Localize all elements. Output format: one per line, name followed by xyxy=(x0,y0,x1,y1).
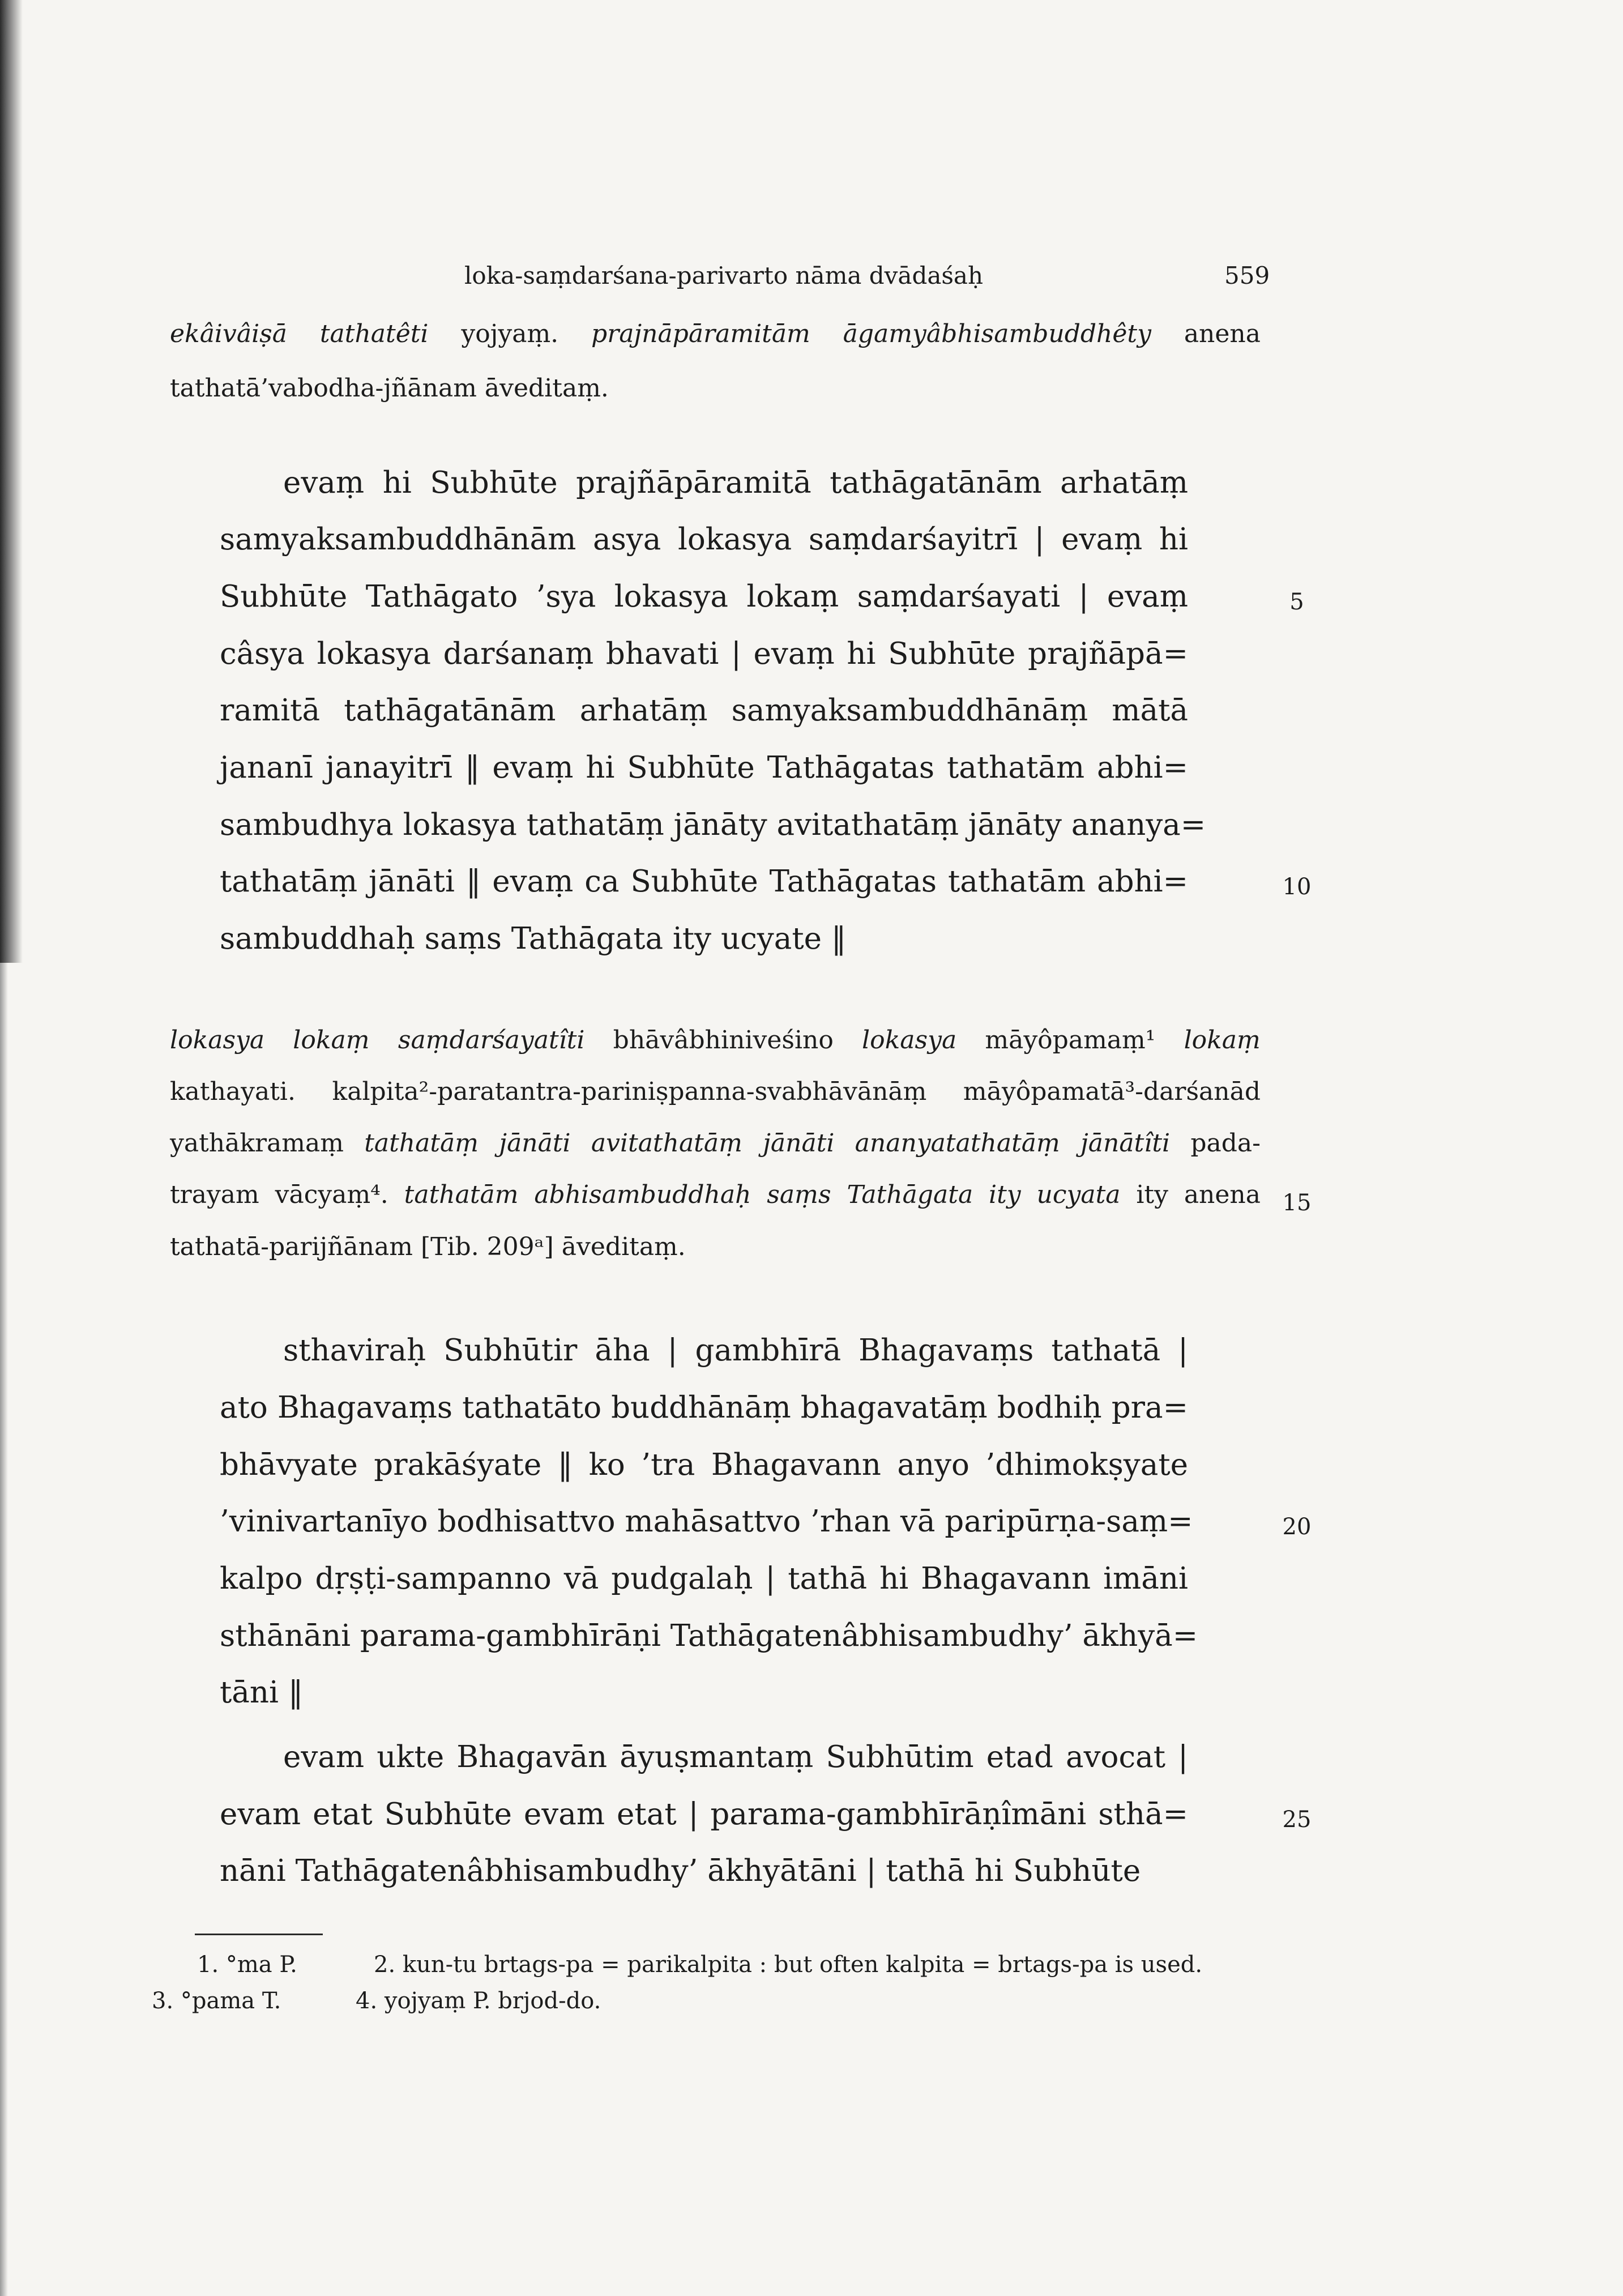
commentary-line: tathatā’vabodha-jñānam āveditaṃ. xyxy=(170,374,609,403)
commentary-text: yojyaṃ. xyxy=(428,319,592,348)
running-title: loka-saṃdarśana-parivarto nāma dvādaśaḥ xyxy=(464,262,984,289)
footnote: 2. kun-tu brtags-pa = parikalpita : but often kalpita = brtags-pa is used. xyxy=(374,1952,1203,1978)
line-number: 20 xyxy=(1282,1514,1312,1540)
commentary-text: yathākramaṃ xyxy=(170,1129,365,1158)
main-text-line: evaṃ hi Subhūte prajñāpāramitā tathāgatānām arhatāṃ xyxy=(283,466,1188,500)
main-text-line: evam ukte Bhagavān āyuṣmantaṃ Subhūtim etad avocat | xyxy=(283,1740,1188,1774)
page-number: 559 xyxy=(1224,262,1270,289)
footnote: 3. °pama T. xyxy=(152,1988,281,2014)
commentary-italic: tathatām abhisambuddhaḥ saṃs Tathāgata ity ucyata xyxy=(404,1180,1121,1209)
scan-edge-shadow xyxy=(0,963,8,2296)
main-text-line: jananī janayitrī ‖ evaṃ hi Subhūte Tathāgatas tathatām abhi= xyxy=(220,750,1188,785)
line-number: 15 xyxy=(1282,1190,1312,1216)
commentary-italic: lokaṃ xyxy=(1184,1026,1261,1055)
line-number: 5 xyxy=(1289,589,1304,615)
commentary-text: anena xyxy=(1151,319,1261,348)
scan-binding-shadow xyxy=(0,0,23,963)
main-text-line: ato Bhagavaṃs tathatāto buddhānāṃ bhagavatāṃ bodhiḥ pra= xyxy=(220,1390,1188,1425)
commentary-line xyxy=(170,1180,1261,1209)
main-text-line: tāni ‖ xyxy=(220,1675,304,1710)
main-text-line: bhāvyate prakāśyate ‖ ko ’tra Bhagavann anyo ’dhimokṣyate xyxy=(220,1448,1188,1482)
main-text-line: tathatāṃ jānāti ‖ evaṃ ca Subhūte Tathāgatas tathatām abhi= xyxy=(220,864,1188,899)
footnote-rule xyxy=(195,1934,323,1935)
line-number: 25 xyxy=(1282,1807,1312,1833)
main-text-line: sthānāni parama-gambhīrāṇi Tathāgatenâbhisambudhy’ ākhyā= xyxy=(220,1619,1198,1653)
main-text-line: sambudhya lokasya tathatāṃ jānāty avitathatāṃ jānāty ananya= xyxy=(220,808,1206,842)
commentary-italic: prajnāpāramitām āgamyâbhisambuddhêty xyxy=(591,319,1151,348)
main-text-line: samyaksambuddhānām asya lokasya saṃdarśayitrī | evaṃ hi xyxy=(220,522,1188,557)
commentary-italic: lokasya xyxy=(862,1026,957,1055)
commentary-line xyxy=(170,1131,1261,1156)
line-number: 10 xyxy=(1282,874,1312,900)
footnote: 1. °ma P. xyxy=(197,1952,297,1978)
commentary-line xyxy=(170,319,1261,348)
commentary-line: tathatā-parijñānam [Tib. 209ᵃ] āveditaṃ. xyxy=(170,1232,686,1261)
footnote: 4. yojyaṃ P. brjod-do. xyxy=(356,1988,601,2014)
commentary-text: ity anena xyxy=(1120,1180,1261,1209)
main-text-line: kalpo dṛṣṭi-sampanno vā pudgalaḥ | tathā hi Bhagavann imāni xyxy=(220,1561,1188,1596)
commentary-text: māyôpamaṃ¹ xyxy=(956,1026,1184,1055)
main-text-line: nāni Tathāgatenâbhisambudhy’ ākhyātāni | tathā hi Subhūte xyxy=(220,1854,1141,1888)
commentary-italic: ekâivâiṣā tathatêti xyxy=(170,319,429,348)
main-text-line: sthaviraḥ Subhūtir āha | gambhīrā Bhagavaṃs tathatā | xyxy=(283,1333,1188,1368)
main-text-line: ramitā tathāgatānām arhatāṃ samyaksambuddhānāṃ mātā xyxy=(220,693,1188,728)
commentary-italic: tathatāṃ jānāti avitathatāṃ jānāti ananyatathatāṃ jānātîti xyxy=(364,1129,1171,1158)
commentary-text: trayam vācyaṃ⁴. xyxy=(170,1180,404,1209)
commentary-text: pada- xyxy=(1170,1129,1261,1158)
main-text-line: evam etat Subhūte evam etat | parama-gambhīrāṇîmāni sthā= xyxy=(220,1797,1188,1832)
main-text-line: câsya lokasya darśanaṃ bhavati | evaṃ hi Subhūte prajñāpā= xyxy=(220,637,1188,671)
main-text-line: ’vinivartanīyo bodhisattvo mahāsattvo ’rhan vā paripūrṇa-saṃ= xyxy=(220,1504,1193,1539)
commentary-line: kathayati. kalpita²-paratantra-pariniṣpanna-svabhāvānāṃ māyôpamatā³-darśanād xyxy=(170,1077,1261,1106)
main-text-line: Subhūte Tathāgato ’sya lokasya lokaṃ saṃdarśayati | evaṃ xyxy=(220,579,1188,614)
commentary-italic: lokasya lokaṃ saṃdarśayatîti xyxy=(170,1026,585,1055)
commentary-text: bhāvâbhiniveśino xyxy=(584,1026,862,1055)
main-text-line: sambuddhaḥ saṃs Tathāgata ity ucyate ‖ xyxy=(220,921,847,956)
commentary-line xyxy=(170,1028,1261,1053)
